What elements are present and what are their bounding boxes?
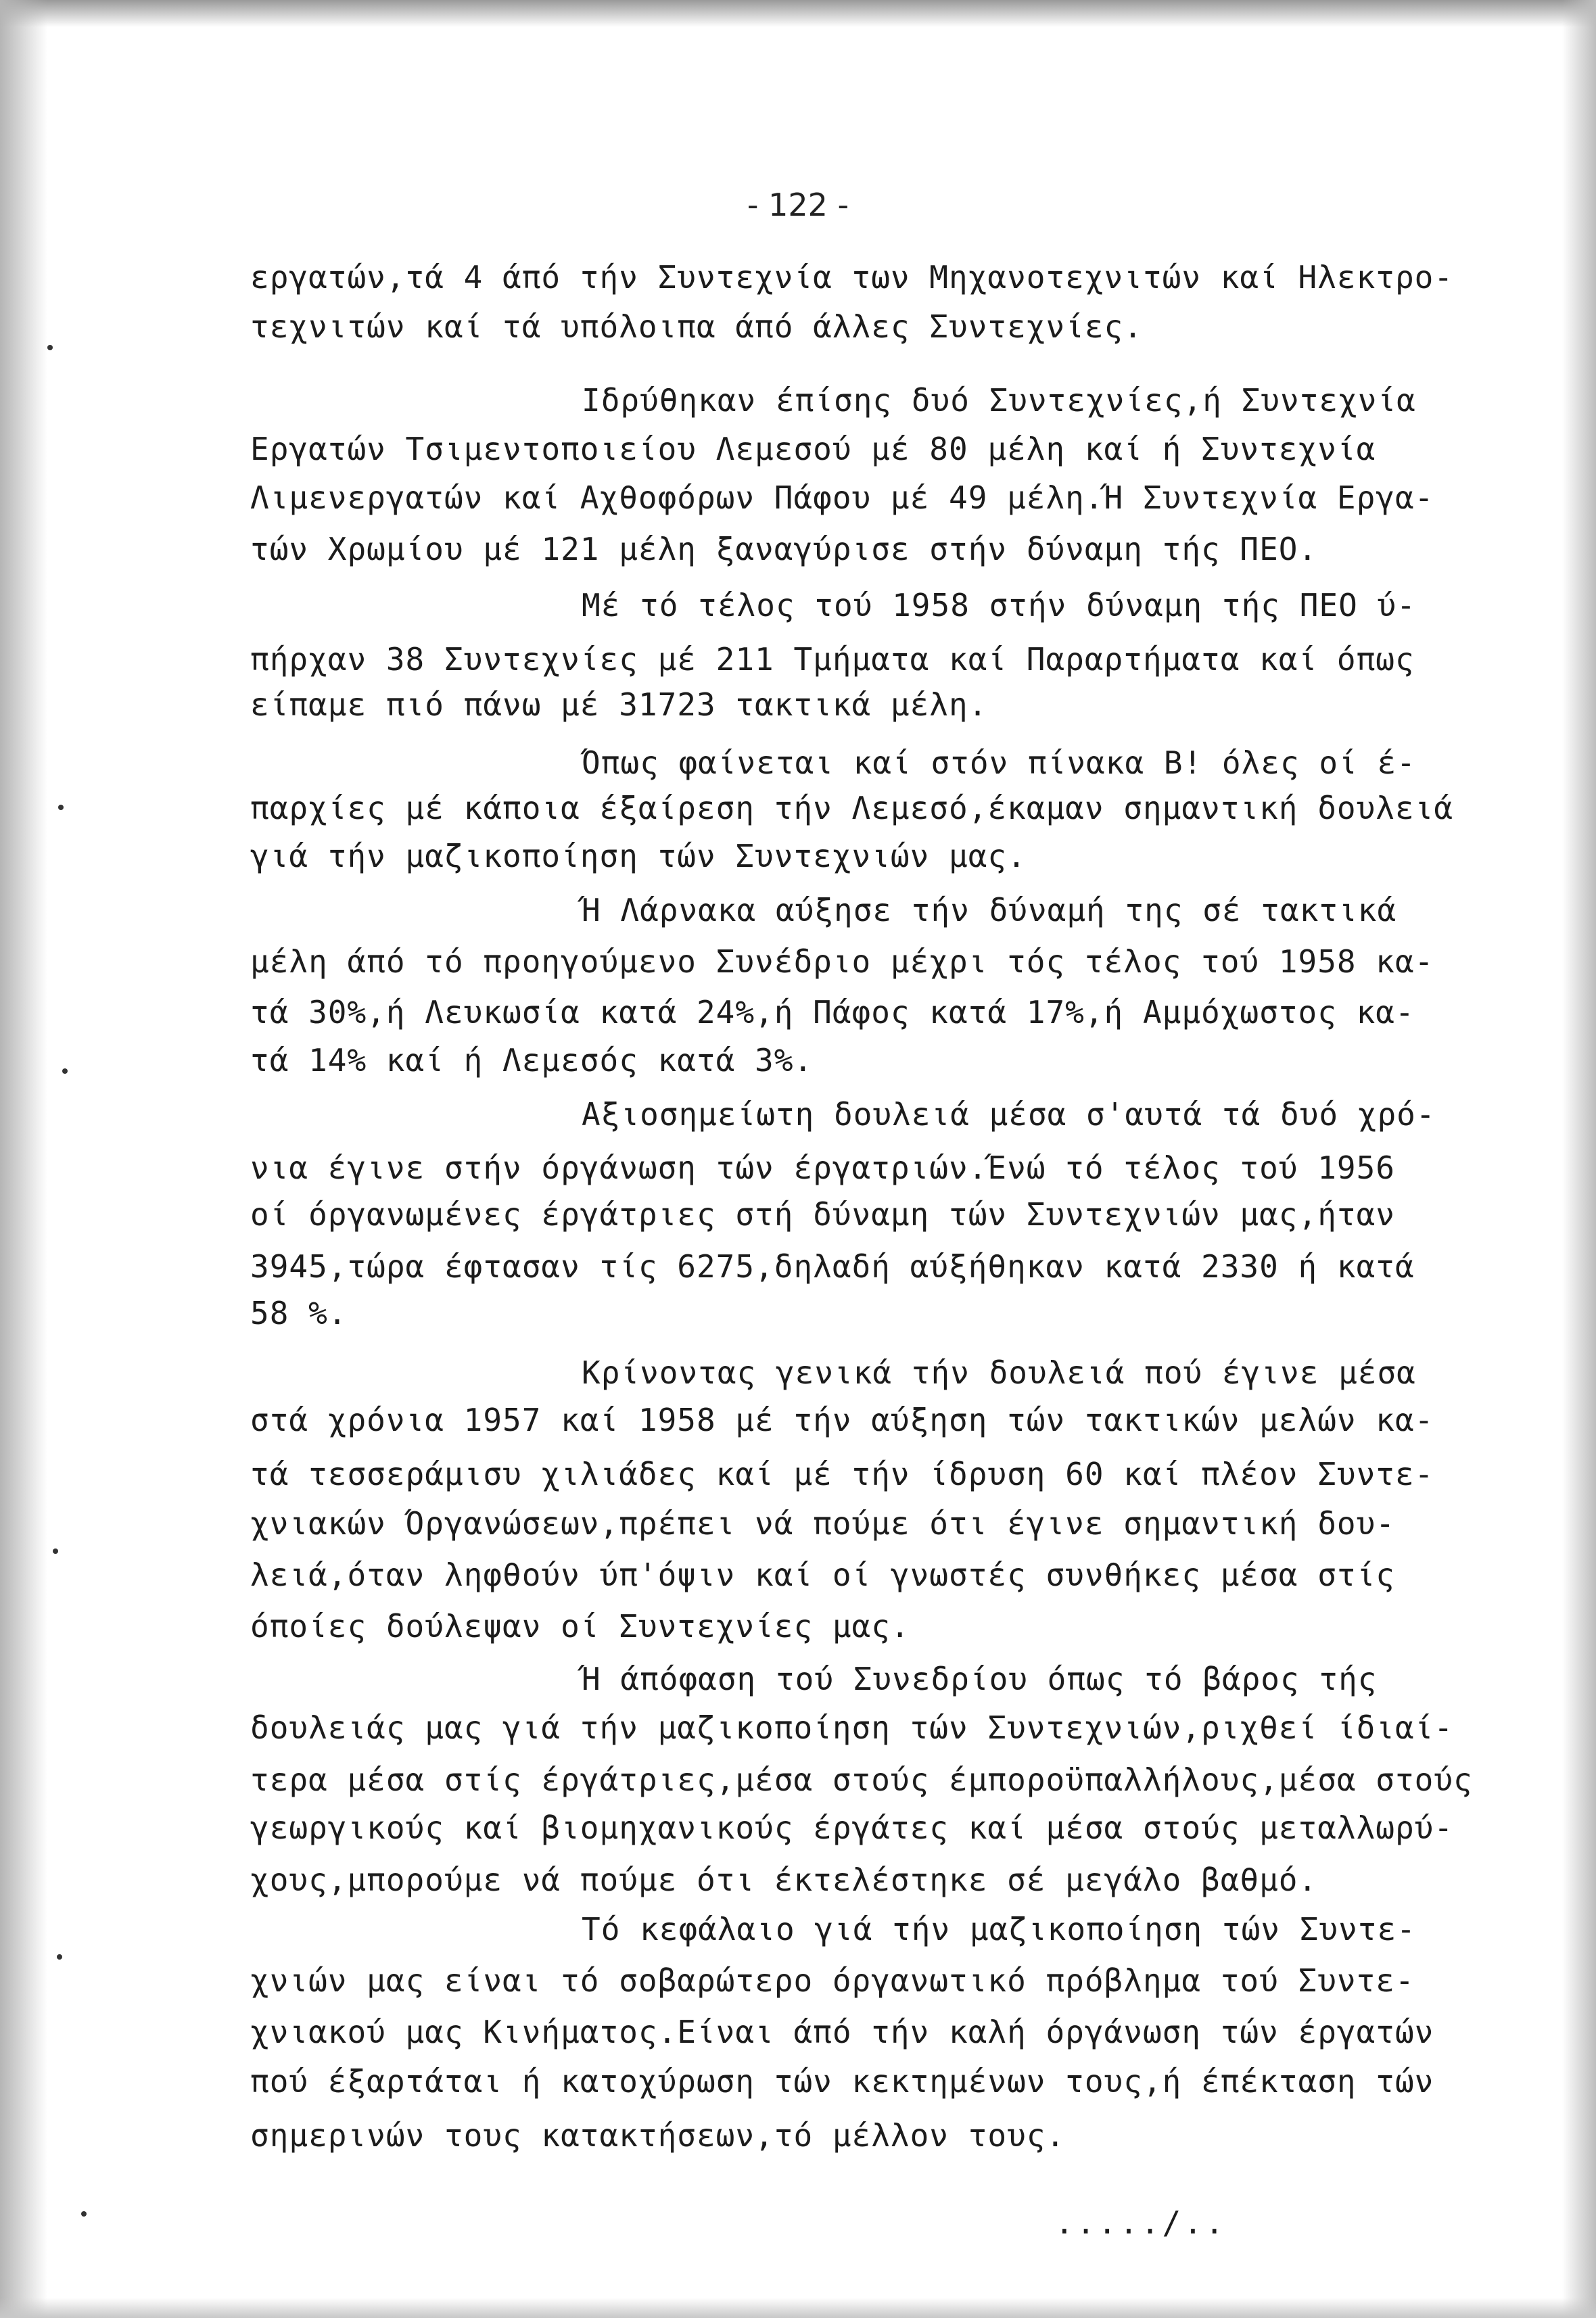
text-line: δουλειάς μας γιά τήν μαζικοποίηση τών Συντεχνιών,ριχθεί ίδιαί- — [250, 1709, 1454, 1746]
text-line: τερα μέσα στίς έργάτριες,μέσα στούς έμποροϋπαλλήλους,μέσα στούς — [250, 1761, 1473, 1798]
text-line: νια έγινε στήν όργάνωση τών έργατριών.Ένώ τό τέλος τού 1956 — [250, 1150, 1395, 1186]
text-line: Αξιοσημείωτη δουλειά μέσα σ'αυτά τά δυό χρό- — [582, 1096, 1436, 1133]
text-line: Εργατών Τσιμεντοποιείου Λεμεσού μέ 80 μέλη καί ή Συντεχνία — [250, 431, 1376, 467]
scan-edge-right — [1562, 0, 1596, 2318]
text-line: στά χρόνια 1957 καί 1958 μέ τήν αύξηση τών τακτικών μελών κα- — [250, 1402, 1434, 1438]
page-number: - 122 - — [747, 187, 849, 223]
text-line: σημερινών τους κατακτήσεων,τό μέλλον τους. — [250, 2117, 1066, 2154]
text-line: τά τεσσεράμισυ χιλιάδες καί μέ τήν ίδρυση 60 καί πλέον Συντε- — [250, 1456, 1434, 1492]
text-line: μέλη άπό τό προηγούμενο Συνέδριο μέχρι τός τέλος τού 1958 κα- — [250, 943, 1434, 980]
scan-edge-top — [0, 0, 1596, 27]
scan-speck — [57, 1954, 62, 1960]
text-line: Ή άπόφαση τού Συνεδρίου όπως τό βάρος τής — [582, 1661, 1378, 1697]
text-line: είπαμε πιό πάνω μέ 31723 τακτικά μέλη. — [250, 686, 988, 723]
text-line: λειά,όταν ληφθούν ύπ'όψιν καί οί γνωστές συνθήκες μέσα στίς — [250, 1557, 1395, 1593]
text-line: χνιακού μας Κινήματος.Είναι άπό τήν καλή όργάνωση τών έργατών — [250, 2014, 1434, 2050]
scan-speck — [47, 345, 53, 350]
text-line: Ή Λάρνακα αύξησε τήν δύναμή της σέ τακτικά — [582, 892, 1397, 928]
text-line: τών Χρωμίου μέ 121 μέλη ξαναγύρισε στήν δύναμη τής ΠΕΟ. — [250, 531, 1318, 567]
scan-edge-left — [0, 0, 47, 2318]
text-line: οί όργανωμένες έργάτριες στή δύναμη τών Συντεχνιών μας,ήταν — [250, 1196, 1395, 1233]
text-line: Κρίνοντας γενικά τήν δουλειά πού έγινε μέσα — [582, 1354, 1416, 1391]
continuation-mark: ...../.. — [1055, 2204, 1227, 2241]
scan-speck — [81, 2211, 87, 2217]
text-line: Τό κεφάλαιο γιά τήν μαζικοποίηση τών Συντε- — [582, 1911, 1416, 1947]
text-line: γεωργικούς καί βιομηχανικούς έργάτες καί μέσα στούς μεταλλωρύ- — [250, 1810, 1454, 1846]
text-line: χνιών μας είναι τό σοβαρώτερο όργανωτικό πρόβλημα τού Συντε- — [250, 1962, 1415, 1999]
text-line: πού έξαρτάται ή κατοχύρωση τών κεκτημένων τους,ή έπέκταση τών — [250, 2063, 1434, 2100]
text-line: τεχνιτών καί τά υπόλοιπα άπό άλλες Συντεχνίες. — [250, 308, 1143, 345]
text-line: Μέ τό τέλος τού 1958 στήν δύναμη τής ΠΕΟ ύ- — [582, 587, 1416, 623]
scan-speck — [62, 1068, 68, 1074]
text-line: Λιμενεργατών καί Αχθοφόρων Πάφου μέ 49 μέλη.Ή Συντεχνία Εργα- — [250, 479, 1434, 516]
text-line: χους,μπορούμε νά πούμε ότι έκτελέστηκε σέ μεγάλο βαθμό. — [250, 1862, 1318, 1898]
text-line: τά 14% καί ή Λεμεσός κατά 3%. — [250, 1042, 814, 1079]
scan-speck — [58, 805, 64, 810]
text-line: όποίες δούλεψαν οί Συντεχνίες μας. — [250, 1608, 910, 1645]
text-line: 58 %. — [250, 1295, 348, 1331]
scan-edge-bottom — [0, 2298, 1596, 2318]
text-line: χνιακών Όργανώσεων,πρέπει νά πούμε ότι έγινε σημαντική δου- — [250, 1505, 1395, 1542]
text-line: παρχίες μέ κάποια έξαίρεση τήν Λεμεσό,έκαμαν σημαντική δουλειά — [250, 790, 1454, 826]
text-line: 3945,τώρα έφτασαν τίς 6275,δηλαδή αύξήθηκαν κατά 2330 ή κατά — [250, 1248, 1415, 1285]
text-line: εργατών,τά 4 άπό τήν Συντεχνία των Μηχανοτεχνιτών καί Ηλεκτρο- — [250, 259, 1454, 295]
text-line: τά 30%,ή Λευκωσία κατά 24%,ή Πάφος κατά 17%,ή Αμμόχωστος κα- — [250, 994, 1415, 1031]
text-line: γιά τήν μαζικοποίηση τών Συντεχνιών μας. — [250, 838, 1027, 874]
text-line: Όπως φαίνεται καί στόν πίνακα Β! όλες οί έ- — [582, 744, 1416, 781]
text-line: πήρχαν 38 Συντεχνίες μέ 211 Τμήματα καί Παραρτήματα καί όπως — [250, 641, 1415, 678]
text-line: Ιδρύθηκαν έπίσης δυό Συντεχνίες,ή Συντεχνία — [582, 382, 1416, 419]
scan-speck — [53, 1548, 58, 1554]
